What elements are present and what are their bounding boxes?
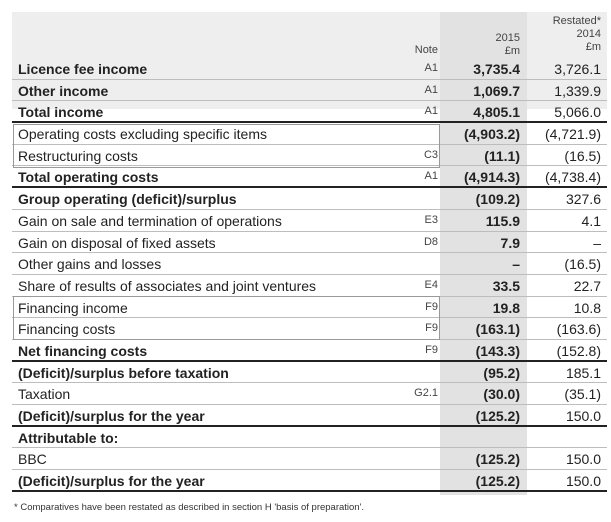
value-2015: (143.3)	[475, 342, 520, 359]
table-row	[12, 318, 607, 340]
row-label: Net financing costs	[18, 342, 148, 359]
table-row	[12, 427, 607, 449]
value-2014: 150.0	[565, 473, 601, 490]
row-label: Group operating (deficit)/surplus	[18, 191, 237, 208]
row-label: Licence fee income	[18, 61, 148, 77]
value-2015: (95.2)	[483, 364, 520, 381]
value-2014: (16.5)	[564, 256, 601, 273]
value-2015: (4,914.3)	[463, 169, 520, 186]
table-row	[12, 275, 607, 297]
table-row	[12, 101, 607, 123]
table-row	[12, 448, 607, 470]
row-label: Attributable to:	[18, 429, 119, 446]
table-row	[12, 405, 607, 427]
row-note: F9	[425, 322, 438, 335]
table-row	[12, 383, 607, 405]
value-2014: 10.8	[573, 299, 601, 316]
value-2014: (4,738.4)	[544, 169, 601, 186]
row-label: Restructuring costs	[18, 147, 138, 164]
value-2015: (11.1)	[484, 147, 520, 164]
value-2015: 1,069.7	[473, 82, 520, 99]
row-label: Operating costs excluding specific items	[18, 126, 267, 143]
row-label: BBC	[18, 451, 47, 468]
income-statement-table	[12, 58, 607, 492]
row-label: Share of results of associates and joint ventures	[18, 277, 317, 294]
row-note: D8	[423, 235, 438, 248]
value-2015: 3,735.4	[473, 61, 520, 77]
value-2015: (30.0)	[483, 386, 520, 403]
value-2015: –	[512, 256, 520, 273]
header-2015: 2015 £m	[495, 32, 520, 57]
value-2015: 33.5	[492, 277, 520, 294]
row-label: Gain on disposal of fixed assets	[18, 234, 216, 251]
row-label: Total income	[18, 104, 104, 121]
value-2014: (4,721.9)	[544, 126, 601, 143]
row-label: Financing income	[18, 299, 128, 316]
value-2015: (163.1)	[475, 321, 520, 338]
value-2014: 22.7	[573, 277, 601, 294]
value-2014: (16.5)	[564, 147, 601, 164]
table-row	[12, 253, 607, 275]
row-label: Taxation	[18, 386, 71, 403]
table-row	[12, 80, 607, 102]
footnote: * Comparatives have been restated as described in section H 'basis of preparation'.	[14, 502, 365, 513]
value-2015: (125.2)	[475, 408, 520, 424]
row-label: (Deficit)/surplus before taxation	[18, 364, 229, 381]
value-2014: 327.6	[565, 191, 601, 208]
value-2015: (109.2)	[475, 191, 520, 208]
value-2014: 150.0	[565, 408, 601, 424]
row-note: A1	[424, 83, 438, 96]
value-2014: 3,726.1	[554, 61, 601, 77]
row-note: A1	[424, 170, 438, 183]
row-note: A1	[424, 62, 438, 74]
row-note: C3	[423, 148, 438, 161]
table-row	[12, 362, 607, 384]
row-note: E4	[424, 278, 438, 291]
row-label: Other gains and losses	[18, 256, 162, 273]
row-label: (Deficit)/surplus for the year	[18, 408, 205, 424]
value-2015: 4,805.1	[473, 104, 520, 121]
table-row	[12, 232, 607, 254]
value-2014: (35.1)	[564, 386, 601, 403]
value-2015: (125.2)	[475, 451, 520, 468]
value-2015: 19.8	[492, 299, 520, 316]
value-2015: 7.9	[500, 234, 520, 251]
row-note: E3	[424, 213, 438, 226]
row-label: Total operating costs	[18, 169, 159, 186]
table-row	[12, 470, 607, 492]
row-note: G2.1	[414, 387, 438, 400]
table-row	[12, 58, 607, 80]
table-row	[12, 210, 607, 232]
header-2014-restated: Restated* 2014 £m	[552, 15, 601, 53]
value-2014: 1,339.9	[554, 82, 601, 99]
row-note: F9	[425, 300, 438, 313]
value-2014: 185.1	[565, 364, 601, 381]
table-row	[12, 188, 607, 210]
value-2015: (4,903.2)	[463, 126, 520, 143]
table-row	[12, 123, 607, 145]
row-label: (Deficit)/surplus for the year	[18, 473, 205, 490]
value-2015: (125.2)	[475, 473, 520, 490]
value-2014: (163.6)	[556, 321, 601, 338]
value-2014: –	[593, 234, 601, 251]
value-2014: 4.1	[581, 212, 601, 229]
value-2014: 5,066.0	[554, 104, 601, 121]
header-note: Note	[414, 44, 438, 56]
row-label: Other income	[18, 82, 109, 99]
row-label: Financing costs	[18, 321, 116, 338]
value-2015: 115.9	[485, 212, 520, 229]
table-row	[12, 145, 607, 167]
row-note: A1	[424, 105, 438, 118]
table-row	[12, 297, 607, 319]
row-label: Gain on sale and termination of operations	[18, 212, 282, 229]
value-2014: (152.8)	[556, 342, 601, 359]
table-row	[12, 166, 607, 188]
row-note: F9	[425, 343, 438, 356]
table-row	[12, 340, 607, 362]
value-2014: 150.0	[565, 451, 601, 468]
